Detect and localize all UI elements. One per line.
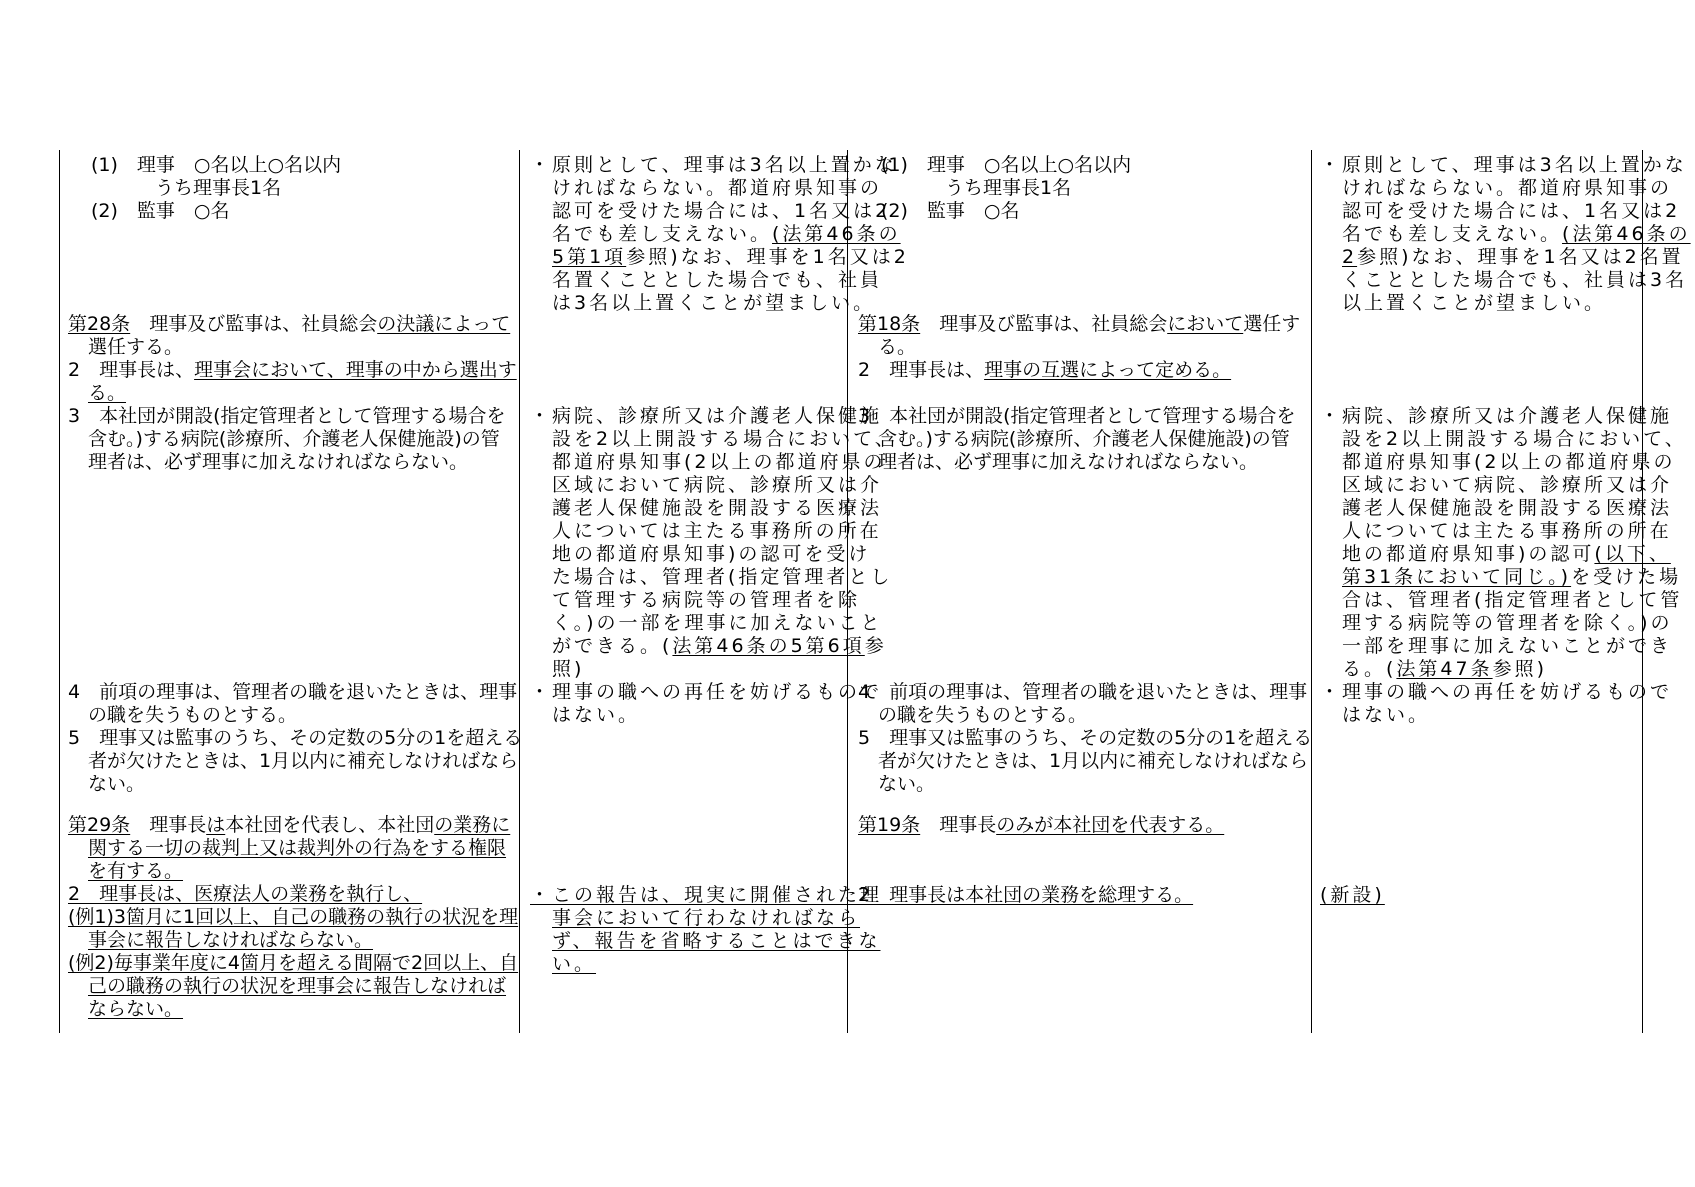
c4d [1320, 884, 1385, 907]
underlined-text: の業務に [434, 814, 511, 836]
underlined-text: 第19条 [858, 814, 921, 836]
paragraph [68, 883, 518, 906]
text: ・原則として、理事は3名以上置かな [530, 154, 897, 176]
text-line [0, 200, 1131, 223]
text-line [68, 975, 518, 998]
paragraph [858, 814, 1224, 837]
paragraph [0, 154, 1131, 177]
paragraph [858, 313, 1300, 359]
text-line [530, 681, 882, 704]
underlined-text: 事会に報告しなければならない。 [88, 929, 374, 951]
text-line [530, 612, 897, 635]
text: 含む。)する病院(診療所、介護老人保健施設)の管 [88, 428, 500, 450]
underlined-text: ・この報告は、現実に開催された理 [530, 884, 883, 906]
text-line [1320, 681, 1672, 704]
text-line [530, 589, 897, 612]
text-line [858, 773, 1312, 796]
text: 区域において病院、診療所又は介 [1342, 474, 1673, 496]
text: 名でも差し支えない。 [1342, 223, 1563, 245]
text: 一部を理事に加えないことができ [1342, 635, 1673, 657]
text: 3 本社団が開設(指定管理者として管理する場合を [858, 405, 1296, 427]
text: ない。 [88, 773, 146, 795]
text-line [530, 543, 897, 566]
paragraph [68, 952, 518, 1021]
table-border-col4 [1311, 150, 1312, 1033]
underlined-text: 第29条 [68, 814, 131, 836]
underlined-text: 2 理事長は、医療法人の業務を執行し、 [68, 883, 423, 905]
text: 者が欠けたときは、1月以内に補充しなければなら [878, 750, 1309, 772]
c1b [68, 313, 517, 474]
text-line [68, 814, 518, 837]
text: 都道府県知事(2以上の都道府県の [552, 451, 886, 473]
paragraph [68, 313, 517, 359]
text: 選任す [1243, 313, 1301, 335]
text: (2) 監事 ○名 [881, 200, 1020, 222]
text: 地の都道府県知事)の認可 [1342, 543, 1595, 565]
text-line [1320, 154, 1691, 177]
text: 区域において病院、診療所又は介 [552, 474, 883, 496]
paragraph [68, 681, 522, 727]
underlined-text: 5第1項 [552, 246, 627, 268]
text: 都道府県知事(2以上の都道府県の [1342, 451, 1676, 473]
text-line [530, 907, 882, 930]
text-line [858, 451, 1296, 474]
text: 照) [552, 658, 585, 680]
c2b [530, 405, 897, 681]
text: うち理事長1名 [945, 177, 1072, 199]
underlined-text: のみが本社団を代表する。 [996, 814, 1225, 836]
paragraph [68, 359, 517, 405]
text: 5 理事又は監事のうち、その定数の5分の1を超える [858, 727, 1313, 749]
text-line [68, 359, 517, 382]
paragraph [530, 681, 882, 727]
text: の職を失うものとする。 [878, 704, 1088, 726]
text: る。 [878, 336, 917, 358]
underlined-text: 事会において行わなければなら [552, 907, 861, 929]
paragraph [68, 405, 517, 474]
text-line [1320, 658, 1687, 681]
text-line [530, 292, 909, 315]
text-line [1320, 246, 1691, 269]
text-line [530, 884, 882, 907]
text-line [1320, 589, 1687, 612]
underlined-text: 法第47条 [1396, 658, 1493, 680]
text: を受けた場 [1571, 566, 1682, 588]
text-line [68, 750, 522, 773]
text-line [858, 704, 1312, 727]
text: (1) 理事 ○名以上○名以内 [91, 154, 342, 176]
text: 参照) [1492, 658, 1548, 680]
c2c [530, 681, 882, 727]
text-line [858, 727, 1312, 750]
underlined-text: (法第46条の [1562, 223, 1691, 245]
underlined-text: において [1167, 313, 1244, 335]
text: 名置くこととした場合でも、社員 [552, 269, 883, 291]
c3d [858, 681, 1312, 796]
paragraph [858, 359, 1300, 382]
underlined-text: (例2)毎事業年度に4箇月を超える間隔で2回以上、自 [68, 952, 519, 974]
text-line [530, 269, 909, 292]
text: 地の都道府県知事)の認可を受け [552, 543, 871, 565]
text-line [1320, 497, 1687, 520]
text: ・原則として、理事は3名以上置かな [1320, 154, 1687, 176]
underlined-text: を有する。 [88, 860, 184, 882]
underlined-text: (以下、 [1594, 543, 1671, 565]
text: はない。 [1342, 704, 1431, 726]
text: 理事長 [130, 814, 207, 836]
underlined-text: 法第46条の5第6項 [672, 635, 865, 657]
text: 選任する。 [88, 336, 184, 358]
text: 名でも差し支えない。 [552, 223, 773, 245]
text-line [1320, 566, 1687, 589]
text: 2 理事長は、 [858, 359, 985, 381]
text-line [1320, 177, 1691, 200]
text-line [858, 405, 1296, 428]
text-line [530, 223, 909, 246]
text: うち理事長1名 [155, 177, 282, 199]
text-line [68, 773, 522, 796]
underlined-text: 理事会において、理事の中から選出す [194, 359, 517, 381]
text: くこととした場合でも、社員は3名 [1342, 269, 1688, 291]
text-line [1320, 704, 1672, 727]
underlined-text: る。 [88, 382, 127, 404]
text-line [0, 154, 1131, 177]
paragraph [858, 681, 1312, 727]
text-line [858, 884, 1193, 907]
paragraph [1320, 154, 1691, 315]
text-line [1320, 223, 1691, 246]
text-line [68, 681, 522, 704]
underlined-text: 理事の互選によって定める。 [984, 359, 1232, 381]
text-line [530, 520, 897, 543]
underlined-text: ならない。 [88, 998, 184, 1020]
paragraph [68, 814, 518, 883]
text-line [530, 953, 882, 976]
text: 4 前項の理事は、管理者の職を退いたときは、理事 [858, 681, 1308, 703]
text: 参照)なお、理事を1名又は2 [626, 246, 909, 268]
text: ・理事の職への再任を妨げるもので [1320, 681, 1673, 703]
text: 含む。)する病院(診療所、介護老人保健施設)の管 [878, 428, 1290, 450]
text-line [530, 474, 897, 497]
paragraph [858, 727, 1312, 796]
text: 2 理事長は、 [68, 359, 195, 381]
text-line [1320, 612, 1687, 635]
underlined-text: ず、報告を省略することはできな [552, 930, 881, 952]
table-border-left [59, 150, 60, 1033]
underlined-text: 第31条において同じ。) [1342, 566, 1572, 588]
text-line [68, 704, 522, 727]
text-line [858, 313, 1300, 336]
text: 4 前項の理事は、管理者の職を退いたときは、理事 [68, 681, 518, 703]
text-line [530, 405, 897, 428]
text: ができる。( [552, 635, 673, 657]
text-line [1320, 474, 1687, 497]
text-line [858, 336, 1300, 359]
underlined-text: い。 [552, 953, 597, 975]
text-line [68, 883, 518, 906]
paragraph [0, 177, 1131, 200]
underlined-text: (新設) [1320, 884, 1385, 906]
paragraph [1320, 405, 1687, 681]
text: 本社団を代表し、本社団 [225, 814, 435, 836]
text: 5 理事又は監事のうち、その定数の5分の1を超える [68, 727, 523, 749]
underlined-text: の決議によって [377, 313, 511, 335]
text: 理者は、必ず理事に加えなければならない。 [88, 451, 469, 473]
text-line [1320, 635, 1687, 658]
text-line [530, 704, 882, 727]
paragraph [858, 884, 1193, 907]
text-line [1320, 292, 1691, 315]
c1c [68, 681, 522, 796]
underlined-text: 関する一切の裁判上又は裁判外の行為をする権限 [88, 837, 507, 859]
c4c [1320, 681, 1672, 727]
text-line [530, 451, 897, 474]
c3f [858, 884, 1193, 907]
text: 人については主たる事務所の所在 [552, 520, 882, 542]
text-line [68, 837, 518, 860]
text: 以上置くことが望ましい。 [1342, 292, 1607, 314]
text: 設を2以上開設する場合において、 [552, 428, 897, 450]
c2d [530, 884, 882, 976]
paragraph [1320, 681, 1672, 727]
text: 3 本社団が開設(指定管理者として管理する場合を [68, 405, 506, 427]
text: 護老人保健施設を開設する医療法 [552, 497, 883, 519]
text-line [530, 246, 909, 269]
text-line [530, 930, 882, 953]
text-line [1320, 269, 1691, 292]
text: 認可を受けた場合には、1名又は2 [1342, 200, 1681, 222]
text-line [68, 336, 517, 359]
c4b [1320, 405, 1687, 681]
text-line [68, 929, 518, 952]
text-line [68, 860, 518, 883]
underlined-text: (例1)3箇月に1回以上、自己の職務の執行の状況を理 [68, 906, 519, 928]
text-line [1320, 405, 1687, 428]
text: た場合は、管理者(指定管理者とし [552, 566, 893, 588]
text: 者が欠けたときは、1月以内に補充しなければなら [88, 750, 519, 772]
text-line [0, 177, 1131, 200]
text: は3名以上置くことが望ましい。 [552, 292, 876, 314]
underlined-text: 己の職務の執行の状況を理事会に報告しなければ [88, 975, 507, 997]
c3b [858, 313, 1300, 382]
paragraph [0, 200, 1131, 223]
c1d [68, 814, 518, 1021]
text: 認可を受けた場合には、1名又は2 [552, 200, 891, 222]
paragraph [68, 727, 522, 796]
text-line [530, 658, 897, 681]
text-line [858, 814, 1224, 837]
text-line [68, 313, 517, 336]
text: く。)の一部を理事に加えないこと [552, 612, 883, 634]
text: 参 [864, 635, 887, 657]
text: 護老人保健施設を開設する医療法 [1342, 497, 1673, 519]
text: ・理事の職への再任を妨げるもので [530, 681, 883, 703]
text-line [858, 750, 1312, 773]
text-line [530, 566, 897, 589]
c4a [1320, 154, 1691, 315]
c3c [858, 405, 1296, 474]
underlined-text: 第18条 [858, 313, 921, 335]
text: 理事長 [920, 814, 997, 836]
text: る。( [1342, 658, 1397, 680]
c3e [858, 814, 1224, 837]
text-line [68, 428, 517, 451]
text: 理事及び監事は、社員総会 [130, 313, 378, 335]
underlined-text: 2 理事長は本社団の業務を総理する。 [858, 884, 1194, 906]
text-line [68, 451, 517, 474]
text-line [1320, 520, 1687, 543]
text: 理者は、必ず理事に加えなければならない。 [878, 451, 1259, 473]
text: はない。 [552, 704, 641, 726]
paragraph [68, 906, 518, 952]
text: ・病院、診療所又は介護老人保健施 [1320, 405, 1673, 427]
text-line [530, 497, 897, 520]
underlined-text: (法第46条の [772, 223, 901, 245]
text-line [68, 906, 518, 929]
text-line [68, 382, 517, 405]
table-border-col2 [519, 150, 520, 1033]
text: ければならない。都道府県知事の [552, 177, 883, 199]
text-line [68, 952, 518, 975]
underlined-text: 2 [1342, 246, 1358, 268]
text: て管理する病院等の管理者を除 [552, 589, 861, 611]
text: 合は、管理者(指定管理者として管 [1342, 589, 1683, 611]
text: (1) 理事 ○名以上○名以内 [881, 154, 1132, 176]
text: (2) 監事 ○名 [91, 200, 230, 222]
text: ・病院、診療所又は介護老人保健施 [530, 405, 883, 427]
text: 参照)なお、理事を1名又は2名置 [1357, 246, 1684, 268]
paragraph [1320, 884, 1385, 907]
underlined-text: は [206, 814, 226, 836]
paragraph [530, 884, 882, 976]
text-line [530, 635, 897, 658]
text-line [1320, 451, 1687, 474]
text: 理事及び監事は、社員総会 [920, 313, 1168, 335]
text-line [68, 998, 518, 1021]
text-line [530, 428, 897, 451]
underlined-text: 第28条 [68, 313, 131, 335]
text: ければならない。都道府県知事の [1342, 177, 1673, 199]
text-line [1320, 543, 1687, 566]
text-line [1320, 200, 1691, 223]
text-line [858, 428, 1296, 451]
text: 人については主たる事務所の所在 [1342, 520, 1672, 542]
text-line [1320, 884, 1385, 907]
c3a [0, 154, 1131, 223]
text-line [858, 681, 1312, 704]
paragraph [858, 405, 1296, 474]
text: 理する病院等の管理者を除く。)の [1342, 612, 1673, 634]
text-line [1320, 428, 1687, 451]
text: ない。 [878, 773, 936, 795]
text: の職を失うものとする。 [88, 704, 298, 726]
text-line [858, 359, 1300, 382]
paragraph [530, 405, 897, 681]
text-line [68, 405, 517, 428]
text: 設を2以上開設する場合において、 [1342, 428, 1687, 450]
text-line [68, 727, 522, 750]
